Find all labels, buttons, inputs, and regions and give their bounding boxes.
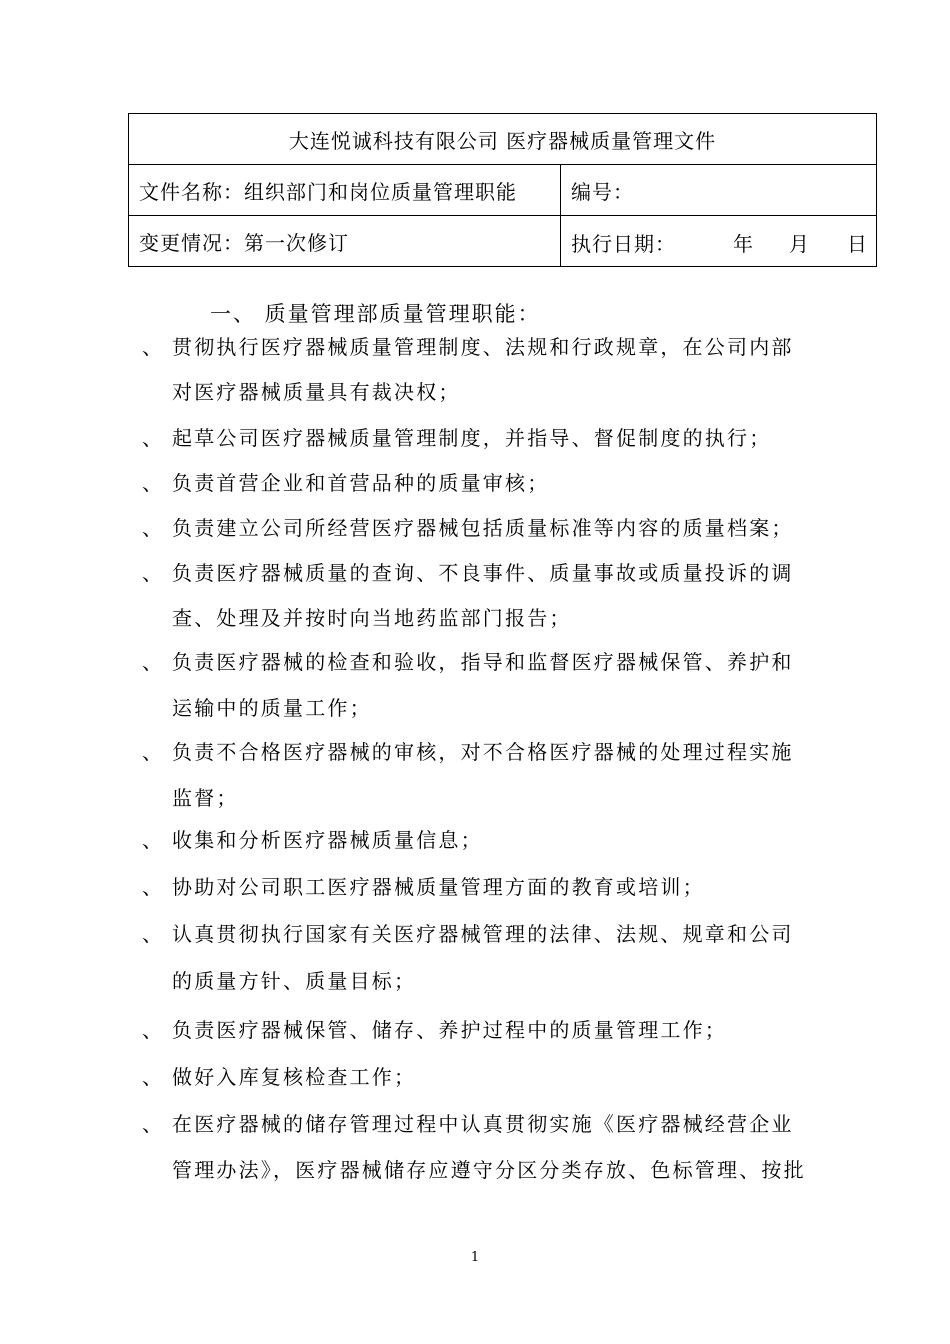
document-number-field: 编号： bbox=[561, 165, 877, 216]
section-heading: 一、 质量管理部质量管理职能： bbox=[210, 302, 541, 326]
list-item-line: 负责医疗器械的检查和验收，指导和监督医疗器械保管、养护和 bbox=[172, 650, 794, 674]
list-bullet: 、 bbox=[142, 1018, 162, 1042]
list-item-line: 管理办法》，医疗器械储存应遵守分区分类存放、色标管理、按批 bbox=[172, 1158, 806, 1182]
list-item-line: 负责建立公司所经营医疗器械包括质量标准等内容的质量档案； bbox=[172, 516, 794, 540]
list-bullet: 、 bbox=[142, 1112, 162, 1136]
list-item-line: 贯彻执行医疗器械质量管理制度、法规和行政规章，在公司内部 bbox=[172, 335, 794, 359]
list-item-line: 的质量方针、质量目标； bbox=[172, 969, 417, 993]
list-item-line: 起草公司医疗器械质量管理制度，并指导、督促制度的执行； bbox=[172, 426, 772, 450]
list-bullet: 、 bbox=[142, 471, 162, 495]
document-title: 大连悦诚科技有限公司 医疗器械质量管理文件 bbox=[129, 114, 877, 165]
change-status-field: 变更情况：第一次修订 bbox=[129, 216, 561, 267]
list-bullet: 、 bbox=[142, 426, 162, 450]
list-bullet: 、 bbox=[142, 650, 162, 674]
list-bullet: 、 bbox=[142, 828, 162, 852]
list-item-line: 负责不合格医疗器械的审核，对不合格医疗器械的处理过程实施 bbox=[172, 740, 794, 764]
list-bullet: 、 bbox=[142, 740, 162, 764]
list-item-line: 做好入库复核检查工作； bbox=[172, 1065, 417, 1089]
list-item-line: 运输中的质量工作； bbox=[172, 696, 372, 720]
list-item-line: 查、处理及并按时向当地药监部门报告； bbox=[172, 606, 572, 630]
list-item-line: 监督； bbox=[172, 786, 239, 810]
list-item-line: 收集和分析医疗器械质量信息； bbox=[172, 828, 483, 852]
list-bullet: 、 bbox=[142, 875, 162, 899]
file-name-field: 文件名称：组织部门和岗位质量管理职能 bbox=[129, 165, 561, 216]
list-item-line: 在医疗器械的储存管理过程中认真贯彻实施《医疗器械经营企业 bbox=[172, 1112, 794, 1136]
list-bullet: 、 bbox=[142, 922, 162, 946]
list-item-line: 负责首营企业和首营品种的质量审核； bbox=[172, 471, 550, 495]
list-bullet: 、 bbox=[142, 561, 162, 585]
list-item-line: 认真贯彻执行国家有关医疗器械管理的法律、法规、规章和公司 bbox=[172, 922, 794, 946]
list-item-line: 对医疗器械质量具有裁决权； bbox=[172, 380, 461, 404]
list-bullet: 、 bbox=[142, 335, 162, 359]
list-item-line: 负责医疗器械保管、储存、养护过程中的质量管理工作； bbox=[172, 1018, 727, 1042]
list-item-line: 协助对公司职工医疗器械质量管理方面的教育或培训； bbox=[172, 875, 705, 899]
month-label: 月 bbox=[789, 232, 810, 256]
list-bullet: 、 bbox=[142, 516, 162, 540]
execution-date-label: 执行日期： bbox=[571, 232, 676, 256]
page-number: 1 bbox=[470, 1250, 480, 1265]
day-label: 日 bbox=[847, 232, 868, 256]
list-item-line: 负责医疗器械质量的查询、不良事件、质量事故或质量投诉的调 bbox=[172, 561, 794, 585]
year-label: 年 bbox=[733, 232, 754, 256]
list-bullet: 、 bbox=[142, 1065, 162, 1089]
